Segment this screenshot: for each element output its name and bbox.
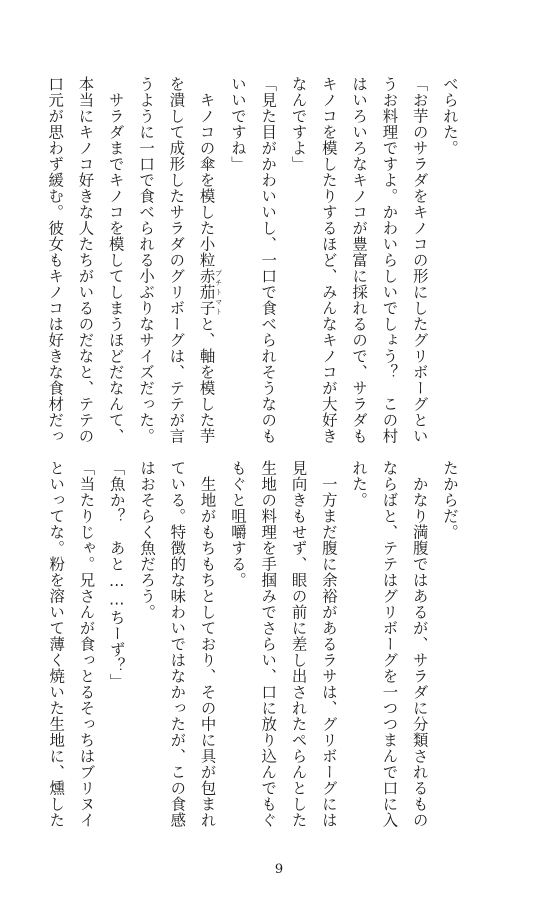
text-line: はおそらく魚だろう。 [138, 460, 157, 620]
text-line: ている。特徴的な味わいではなかったが、この食感 [168, 460, 187, 828]
text-block-top [40, 76, 465, 444]
text-line: 「見た目がかわいいし、一口で食べられそうなのも [259, 76, 278, 444]
text-block-bottom [41, 460, 465, 828]
text-line: たからだ。 [441, 460, 459, 540]
text-segment: キノコの傘を模した小粒 [197, 76, 216, 268]
text-line-with-ruby [191, 76, 223, 444]
text-line: 「お芋のサラダをキノコの形にしたグリボーグとい [410, 76, 429, 444]
text-line: を潰して成形したサラダのグリボーグは、テテが言 [167, 76, 186, 444]
text-line: キノコを模したりするほど、みんなキノコが大好き [319, 76, 338, 444]
text-line: うお料理ですよ。かわいらしいでしょう？ この村 [380, 76, 399, 444]
text-line: れた。 [350, 460, 369, 508]
ruby-reading: プチトマト [214, 268, 223, 316]
text-line: いいですね」 [228, 76, 247, 172]
text-line: といってな。粉を溶いて薄く焼いた生地に、燻した [47, 460, 66, 828]
text-line: 生地がもちもちとしており、その中に具が包まれ [198, 460, 217, 828]
text-line: 一方まだ腹に余裕があるラサは、グリボーグには [319, 460, 338, 828]
text-line: かなり満腹ではあるが、サラダに分類されるもの [410, 460, 429, 828]
page-number: 9 [274, 862, 284, 877]
text-line: 生地の料理を手掴みでさらい、口に放り込んでもぐ [259, 460, 278, 828]
text-line: うように一口で食べられる小ぶりなサイズだった。 [137, 76, 156, 444]
text-line: ならばと、テテはグリボーグを一つつまんで口に入 [380, 460, 399, 828]
ruby-annotation [197, 268, 223, 316]
text-segment: と、軸を模した芋 [197, 316, 216, 444]
text-line: はいろいろなキノコが豊富に採れるので、サラダも [350, 76, 369, 444]
text-line: 口元が思わず緩む。彼女もキノコは好きな食材だっ [46, 76, 65, 444]
text-line: なんですよ」 [289, 76, 308, 172]
text-line: サラダまでキノコを模してしまうほどだなんて、 [106, 76, 125, 444]
text-line: べられた。 [441, 76, 459, 156]
text-line: 本当にキノコ好きな人たちがいるのだなと、テテの [76, 76, 95, 444]
text-line: もぐと咀嚼する。 [228, 460, 247, 588]
text-line: 「当たりじゃ。兄さんが食っとるそっちはブリヌイ [77, 460, 96, 828]
ruby-base: 赤茄子 [197, 268, 216, 316]
text-line: 「魚か？ あと……ちーず？」 [107, 460, 126, 690]
text-line: 見向きもせず、眼の前に差し出されたぺらんとした [289, 460, 308, 828]
